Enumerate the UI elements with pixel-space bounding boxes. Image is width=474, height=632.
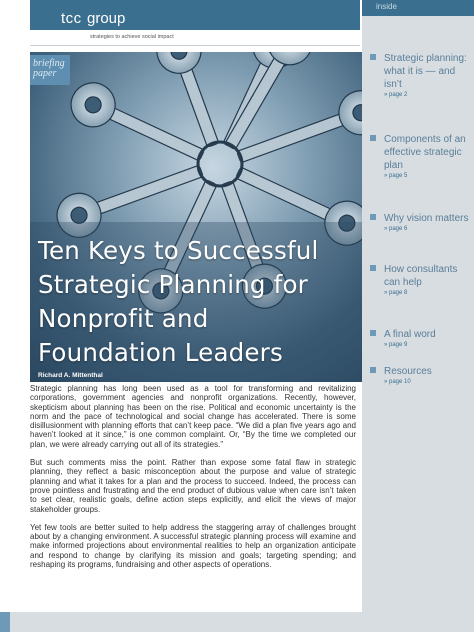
tagline: strategies to achieve social impact <box>90 34 174 40</box>
document-title <box>38 234 358 370</box>
title-line: Strategic Planning for <box>38 270 308 299</box>
footer-strip <box>0 612 362 632</box>
square-bullet-icon <box>370 265 376 271</box>
briefing-paper-badge <box>30 55 70 85</box>
toc-item-title: Why vision matters <box>384 213 469 224</box>
body-text <box>30 384 356 578</box>
toc-item-page[interactable]: » page 9 <box>384 342 408 348</box>
paragraph: Yet few tools are better suited to help address the staggering array of challenges brought about by a changing environment. A successful strategic planning process will examine and make informed projections about environmental realities to help an organization anticipate and respond to change by clarifying its mission and goals; targeting spending; and reshaping its programs, fundraising and other aspects of operations. <box>30 522 356 570</box>
toc-item[interactable] <box>370 52 470 98</box>
square-bullet-icon <box>370 54 376 60</box>
toc-item[interactable] <box>370 328 470 348</box>
toc-item[interactable] <box>370 365 470 385</box>
title-line: Ten Keys to Successful <box>38 236 319 265</box>
toc-item[interactable] <box>370 263 470 296</box>
square-bullet-icon <box>370 135 376 141</box>
paragraph: Strategic planning has long been used as a tool for transforming and revitalizing corporations, government agencies and nonprofit organizations. Recently, however, skepticism about planning has been on the rise. Political and economic uncertainty is the norm and the pace of technological and social change has accelerated. There is some disillusionment with planning efforts that can’t keep pace. “We did a plan five years ago and haven’t looked at it since,” is one common complaint. Or, “By the time we completed our plan, we were already carrying out all of its strategies.” <box>30 384 356 449</box>
toc-item-title: Resources <box>384 366 432 377</box>
paragraph: But such comments miss the point. Rather than expose some fatal flaw in strategic planning, they reflect a basic misconception about the purpose and value of strategic planning and what it takes for a plan and the process to succeed. Indeed, the process can prove pointless and frustrating and the end product of dubious value when care isn’t taken to set clear, realistic goals, define action steps explicitly, and elicit the views of major stakeholder groups. <box>30 458 356 514</box>
toc-item[interactable] <box>370 212 470 232</box>
footer-accent <box>0 612 10 632</box>
badge-line-1: briefing <box>33 58 65 69</box>
author-name: Richard A. Mittenthal <box>38 372 103 379</box>
sidebar-heading: inside <box>376 2 397 11</box>
toc-item-page[interactable]: » page 2 <box>384 92 408 98</box>
logo-group: group <box>87 10 126 27</box>
toc-item-title: Components of an effective strategic plan <box>384 134 466 171</box>
title-line: Nonprofit and <box>38 304 209 333</box>
title-line: Foundation Leaders <box>38 338 283 367</box>
square-bullet-icon <box>370 214 376 220</box>
toc-item-page[interactable]: » page 5 <box>384 173 408 179</box>
toc-item-title: Strategic planning: what it is — and isn’t <box>384 53 467 90</box>
badge-line-2: paper <box>33 68 57 79</box>
toc-item[interactable] <box>370 133 470 179</box>
toc-item-page[interactable]: » page 6 <box>384 226 408 232</box>
toc-item-title: How consultants can help <box>384 264 458 288</box>
toc-item-title: A final word <box>384 329 436 340</box>
header-divider <box>30 45 360 46</box>
square-bullet-icon <box>370 330 376 336</box>
toc-item-page[interactable]: » page 8 <box>384 290 408 296</box>
toc-item-page[interactable]: » page 10 <box>384 379 411 385</box>
logo-tcc: tcc <box>61 10 82 27</box>
inside-sidebar <box>362 0 474 632</box>
sidebar-header <box>362 0 474 16</box>
square-bullet-icon <box>370 367 376 373</box>
